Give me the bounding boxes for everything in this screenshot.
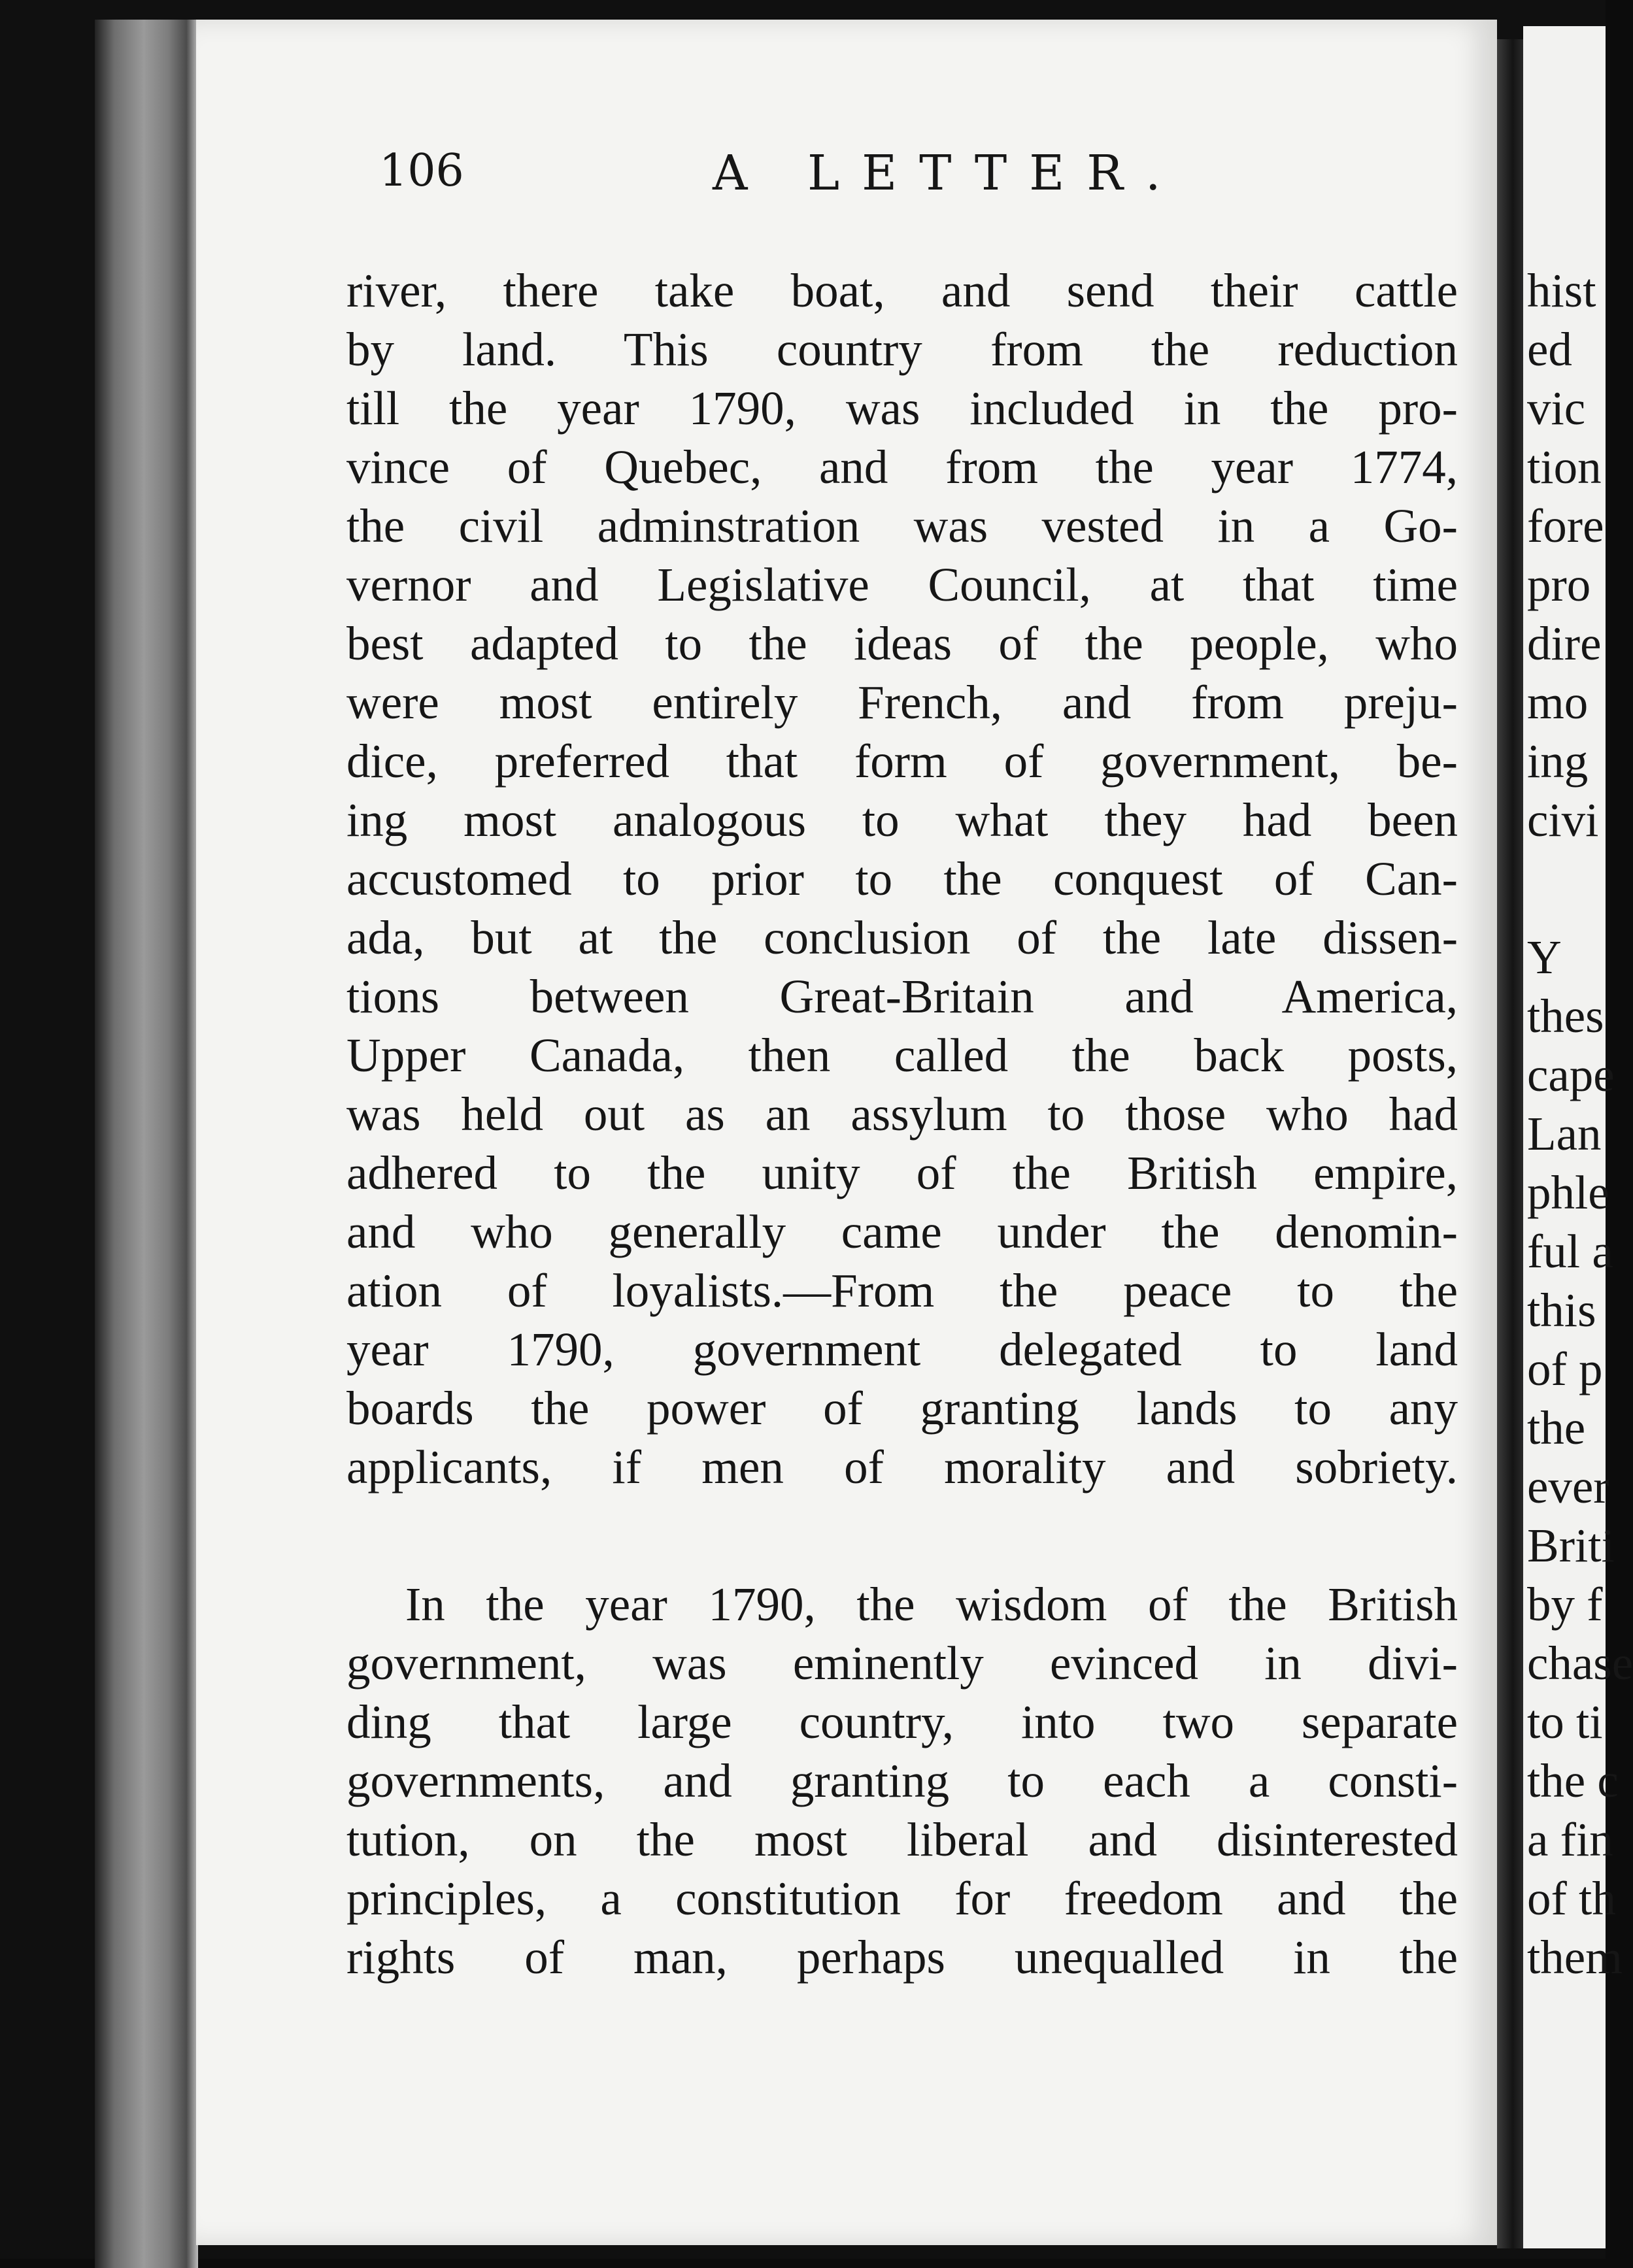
facing-line: this: [1527, 1284, 1596, 1337]
facing-line: ful a: [1527, 1225, 1613, 1278]
facing-line: ed: [1527, 323, 1572, 376]
facing-line: them: [1527, 1931, 1623, 1984]
text-line: dice, preferred that form of government, be-: [346, 735, 1458, 788]
paragraph-1: [346, 261, 1458, 1497]
text-line: ding that large country, into two separate: [346, 1695, 1458, 1748]
facing-line: cape: [1527, 1048, 1615, 1101]
text-line: was held out as an assylum to those who had: [346, 1088, 1458, 1141]
text-line: Upper Canada, then called the back posts,: [346, 1029, 1458, 1082]
text-line: adhered to the unity of the British empire,: [346, 1146, 1458, 1199]
running-head: A LETTER.: [713, 145, 1183, 201]
facing-line: of th: [1527, 1872, 1616, 1925]
text-line: ation of loyalists.—From the peace to the: [346, 1264, 1458, 1317]
facing-line: of p: [1527, 1342, 1603, 1395]
book-gutter: [1497, 39, 1523, 2248]
text-line: rights of man, perhaps unequalled in the: [346, 1931, 1458, 1984]
page-body: [346, 261, 1458, 1987]
text-line: till the year 1790, was included in the pro-: [346, 382, 1458, 435]
text-line: governments, and granting to each a consti-: [346, 1754, 1458, 1807]
text-line: tution, on the most liberal and disinterested: [346, 1813, 1458, 1866]
facing-line: phle: [1527, 1166, 1609, 1219]
paragraph-2: [346, 1575, 1458, 1987]
facing-line: dire: [1527, 617, 1602, 670]
text-line: best adapted to the ideas of the people, who: [346, 617, 1458, 670]
facing-line: mo: [1527, 676, 1589, 729]
facing-line: pro: [1527, 558, 1591, 611]
book-spine: [95, 20, 193, 2268]
text-line: and who generally came under the denomin-: [346, 1205, 1458, 1258]
facing-line: civi: [1527, 793, 1599, 846]
text-line: vernor and Legislative Council, at that time: [346, 558, 1458, 611]
text-line: by land. This country from the reduction: [346, 323, 1458, 376]
facing-page-text: [1527, 261, 1633, 1987]
facing-gap: [1527, 850, 1606, 928]
text-line: tions between Great-Britain and America,: [346, 970, 1458, 1023]
facing-line: ever: [1527, 1460, 1609, 1513]
text-line: vince of Quebec, and from the year 1774,: [346, 441, 1458, 493]
facing-line: a fin: [1527, 1813, 1613, 1866]
facing-line: thes: [1527, 990, 1604, 1042]
facing-line: Lan: [1527, 1107, 1602, 1160]
facing-line: tion: [1527, 441, 1602, 493]
text-line: river, there take boat, and send their cattle: [346, 264, 1458, 317]
facing-line: fore: [1527, 499, 1604, 552]
facing-line: to ti: [1527, 1695, 1603, 1748]
text-line: were most entirely French, and from preju-: [346, 676, 1458, 729]
facing-line: chase: [1527, 1637, 1633, 1690]
facing-line: the c: [1527, 1754, 1619, 1807]
facing-line: by f: [1527, 1578, 1603, 1631]
text-line: accustomed to prior to the conquest of Can-: [346, 852, 1458, 905]
text-line: ada, but at the conclusion of the late dissen-: [346, 911, 1458, 964]
text-line: ing most analogous to what they had been: [346, 793, 1458, 846]
facing-line: hist: [1527, 264, 1596, 317]
text-line: boards the power of granting lands to any: [346, 1382, 1458, 1435]
text-line: government, was eminently evinced in divi-: [346, 1637, 1458, 1690]
paragraph-gap: [346, 1497, 1458, 1575]
page-number: 106: [379, 145, 464, 197]
text-line: applicants, if men of morality and sobriety.: [346, 1441, 1458, 1493]
text-line: principles, a constitution for freedom and the: [346, 1872, 1458, 1925]
text-line: year 1790, government delegated to land: [346, 1323, 1458, 1376]
facing-line: Y: [1527, 931, 1562, 984]
text-line: the civil adminstration was vested in a Go-: [346, 499, 1458, 552]
facing-line: Briti: [1527, 1519, 1615, 1572]
text-line: In the year 1790, the wisdom of the British: [405, 1578, 1458, 1631]
facing-line: the: [1527, 1401, 1586, 1454]
facing-line: vic: [1527, 382, 1586, 435]
facing-line: ing: [1527, 735, 1589, 788]
